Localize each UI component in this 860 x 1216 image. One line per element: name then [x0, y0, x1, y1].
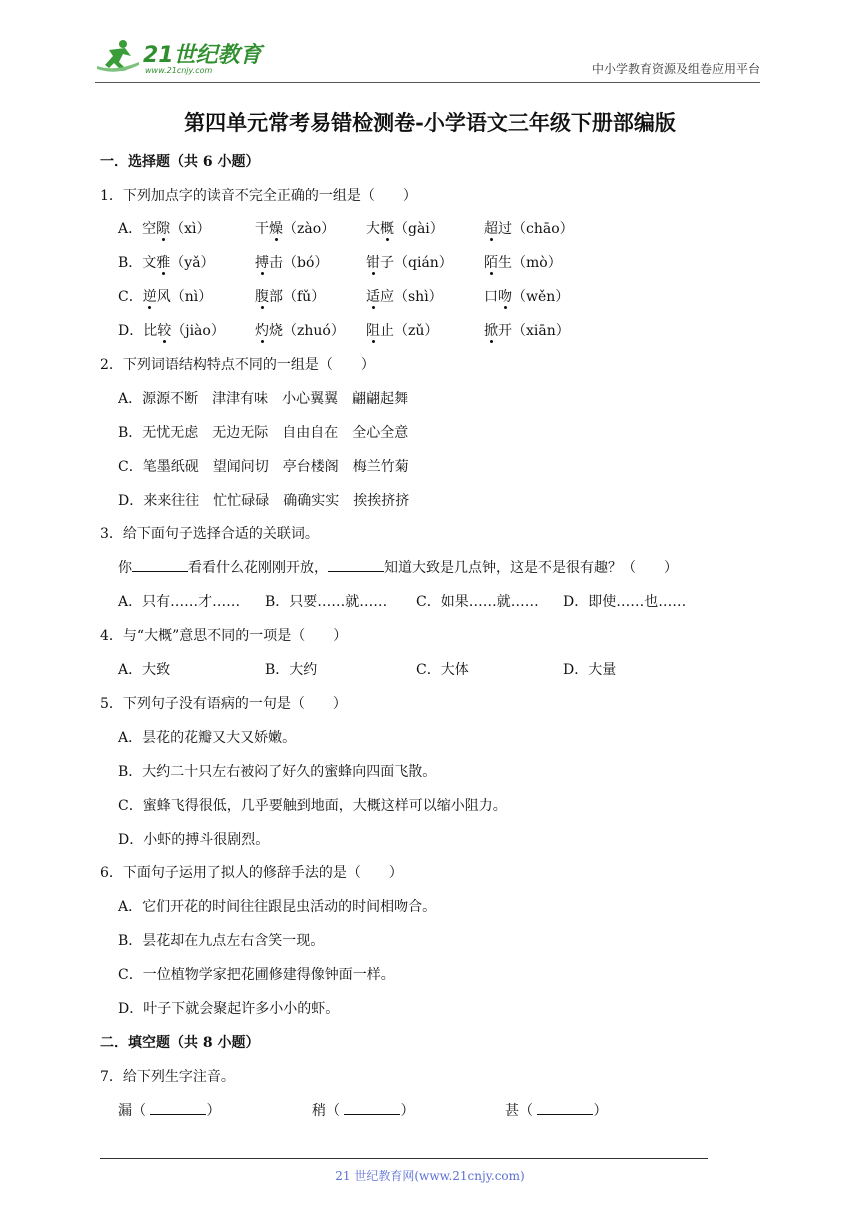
question-6-option-d[interactable]: D．叶子下就会聚起许多小小的虾。 — [118, 1001, 340, 1017]
dotted-character: 逆 — [142, 289, 157, 305]
question-1-option-a-item[interactable] — [118, 218, 211, 238]
section-heading-choice: 一．选择题（共 6 小题） — [100, 154, 260, 170]
question-1-option-b-item — [484, 252, 562, 272]
close-paren: ） — [400, 1103, 415, 1119]
page-footer: 21 世纪教育网(www.21cnjy.com) — [335, 1169, 525, 1183]
question-1-option-c-item[interactable] — [118, 286, 212, 306]
question-5-stem: 5．下列句子没有语病的一句是（ ） — [100, 696, 347, 712]
word-part: 生（mò） — [498, 255, 562, 271]
footer-divider — [100, 1158, 708, 1159]
question-1-option-a-item — [366, 218, 444, 238]
question-1-option-d-item — [366, 320, 438, 340]
question-5-option-b[interactable]: B．大约二十只左右被闷了好久的蜜蜂向四面飞散。 — [118, 764, 437, 780]
option-label[interactable]: D． — [118, 323, 144, 339]
question-4-option-a[interactable]: A．大致 — [118, 662, 171, 678]
word-part: 文 — [142, 255, 157, 271]
page-title: 第四单元常考易错检测卷-小学语文三年级下册部编版 — [184, 110, 676, 135]
dotted-character: 隙 — [156, 221, 171, 237]
dotted-character: 腹 — [255, 289, 269, 305]
word-part: 比 — [143, 323, 158, 339]
question-7-item-3 — [505, 1100, 607, 1120]
word-part: 应（shì） — [380, 289, 443, 305]
close-paren: ） — [206, 1103, 221, 1119]
close-paren: ） — [593, 1103, 608, 1119]
question-3-option-d[interactable]: D．即使……也…… — [563, 594, 687, 610]
question-2-stem: 2．下列词语结构特点不同的一组是（ ） — [100, 357, 375, 373]
site-logo — [95, 36, 265, 76]
question-5-option-c[interactable]: C．蜜蜂飞得很低，几乎要触到地面，大概这样可以缩小阻力。 — [118, 798, 507, 814]
dotted-character: 吻 — [498, 289, 512, 305]
question-4-option-c[interactable]: C．大体 — [416, 662, 469, 678]
char-label: 漏（ — [118, 1103, 146, 1119]
question-1-option-a-item — [484, 218, 574, 238]
question-3-option-b[interactable]: B．只要……就…… — [265, 594, 388, 610]
word-part: 子（qián） — [380, 255, 453, 271]
dotted-character: 阻 — [366, 323, 380, 339]
question-1-stem: 1．下列加点字的读音不完全正确的一组是（ ） — [100, 188, 417, 204]
question-1-option-b-item[interactable] — [118, 252, 215, 272]
char-label: 甚（ — [505, 1103, 533, 1119]
dotted-character: 超 — [484, 221, 498, 237]
question-6-option-b[interactable]: B．昙花却在九点左右含笑一现。 — [118, 933, 325, 949]
question-1-option-a-item — [255, 218, 335, 238]
question-6-option-a[interactable]: A．它们开花的时间往往跟昆虫活动的时间相吻合。 — [118, 899, 437, 915]
word-part: 空 — [142, 221, 157, 237]
word-part: 风（nì） — [156, 289, 213, 305]
word-part: （wěn） — [512, 289, 570, 305]
dotted-character: 适 — [366, 289, 380, 305]
dotted-character: 概 — [380, 221, 394, 237]
option-label[interactable]: A． — [118, 221, 143, 237]
pinyin-blank[interactable] — [537, 1100, 593, 1115]
pinyin-blank[interactable] — [344, 1100, 400, 1115]
question-1-option-d-item — [255, 320, 345, 340]
word-part: 烧（zhuó） — [269, 323, 345, 339]
question-1-option-b-item — [366, 252, 453, 272]
question-5-option-d[interactable]: D．小虾的搏斗很剧烈。 — [118, 832, 270, 848]
page-header — [95, 36, 760, 83]
svg-text:21世纪教育: 21世纪教育 — [143, 43, 262, 68]
dotted-character: 较 — [157, 323, 172, 339]
question-4-stem: 4．与“大概”意思不同的一项是（ ） — [100, 628, 348, 644]
sentence-part: 知道大致是几点钟，这是不是很有趣？（ ） — [384, 560, 678, 576]
dotted-character: 陌 — [484, 255, 498, 271]
question-1-option-c-item — [484, 286, 569, 306]
question-1-option-c-item — [366, 286, 443, 306]
question-1-option-c-item — [255, 286, 325, 306]
svg-text:www.21cnjy.com: www.21cnjy.com — [145, 66, 213, 75]
question-2-option-b[interactable]: B．无忧无虑 无边无际 自由自在 全心全意 — [118, 425, 409, 441]
question-1-option-b-item — [255, 252, 328, 272]
option-label[interactable]: C． — [118, 289, 143, 305]
question-6-stem: 6．下面句子运用了拟人的修辞手法的是（ ） — [100, 865, 403, 881]
word-part: 干 — [255, 221, 269, 237]
question-6-option-c[interactable]: C．一位植物学家把花圃修建得像钟面一样。 — [118, 967, 395, 983]
word-part: 部（fǔ） — [269, 289, 326, 305]
word-part: 击（bó） — [269, 255, 329, 271]
word-part: （yǎ） — [170, 255, 215, 271]
dotted-character: 灼 — [255, 323, 269, 339]
question-1-option-d-item[interactable] — [118, 320, 225, 340]
question-3-option-c[interactable]: C．如果……就…… — [416, 594, 539, 610]
word-part: （jiào） — [171, 323, 225, 339]
pinyin-blank[interactable] — [150, 1100, 206, 1115]
question-2-option-d[interactable]: D．来来往往 忙忙碌碌 确确实实 挨挨挤挤 — [118, 493, 410, 509]
question-4-option-d[interactable]: D．大量 — [563, 662, 617, 678]
word-part: 过（chāo） — [498, 221, 574, 237]
question-2-option-c[interactable]: C．笔墨纸砚 望闻问切 亭台楼阁 梅兰竹菊 — [118, 459, 409, 475]
sentence-part: 你 — [118, 560, 132, 576]
header-platform-text: 中小学教育资源及组卷应用平台 — [591, 62, 760, 76]
word-part: （xì） — [170, 221, 211, 237]
dotted-character: 掀 — [484, 323, 498, 339]
blank-1[interactable] — [132, 557, 188, 572]
dotted-character: 搏 — [255, 255, 269, 271]
sentence-part: 看看什么花刚刚开放， — [188, 560, 328, 576]
question-2-option-a[interactable]: A．源源不断 津津有味 小心翼翼 翩翩起舞 — [118, 391, 409, 407]
char-label: 稍（ — [312, 1103, 340, 1119]
word-part: 止（zǔ） — [380, 323, 439, 339]
word-part: （gài） — [394, 221, 444, 237]
question-7-item-1 — [118, 1100, 220, 1120]
question-7-item-2 — [312, 1100, 414, 1120]
blank-2[interactable] — [328, 557, 384, 572]
question-3-sentence — [118, 557, 678, 577]
dotted-character: 雅 — [156, 255, 171, 271]
question-1-option-d-item — [484, 320, 570, 340]
dotted-character: 燥 — [269, 221, 283, 237]
word-part: 口 — [484, 289, 498, 305]
dotted-character: 钳 — [366, 255, 380, 271]
option-label[interactable]: B． — [118, 255, 143, 271]
question-3-stem: 3．给下面句子选择合适的关联词。 — [100, 526, 319, 542]
question-3-option-a[interactable]: A．只有……才…… — [118, 594, 241, 610]
word-part: 开（xiān） — [498, 323, 570, 339]
question-4-option-b[interactable]: B．大约 — [265, 662, 318, 678]
word-part: 大 — [366, 221, 380, 237]
question-5-option-a[interactable]: A．昙花的花瓣又大又娇嫩。 — [118, 730, 297, 746]
word-part: （zào） — [283, 221, 336, 237]
question-7-stem: 7．给下列生字注音。 — [100, 1069, 235, 1085]
section-heading-fill: 二．填空题（共 8 小题） — [100, 1035, 260, 1051]
